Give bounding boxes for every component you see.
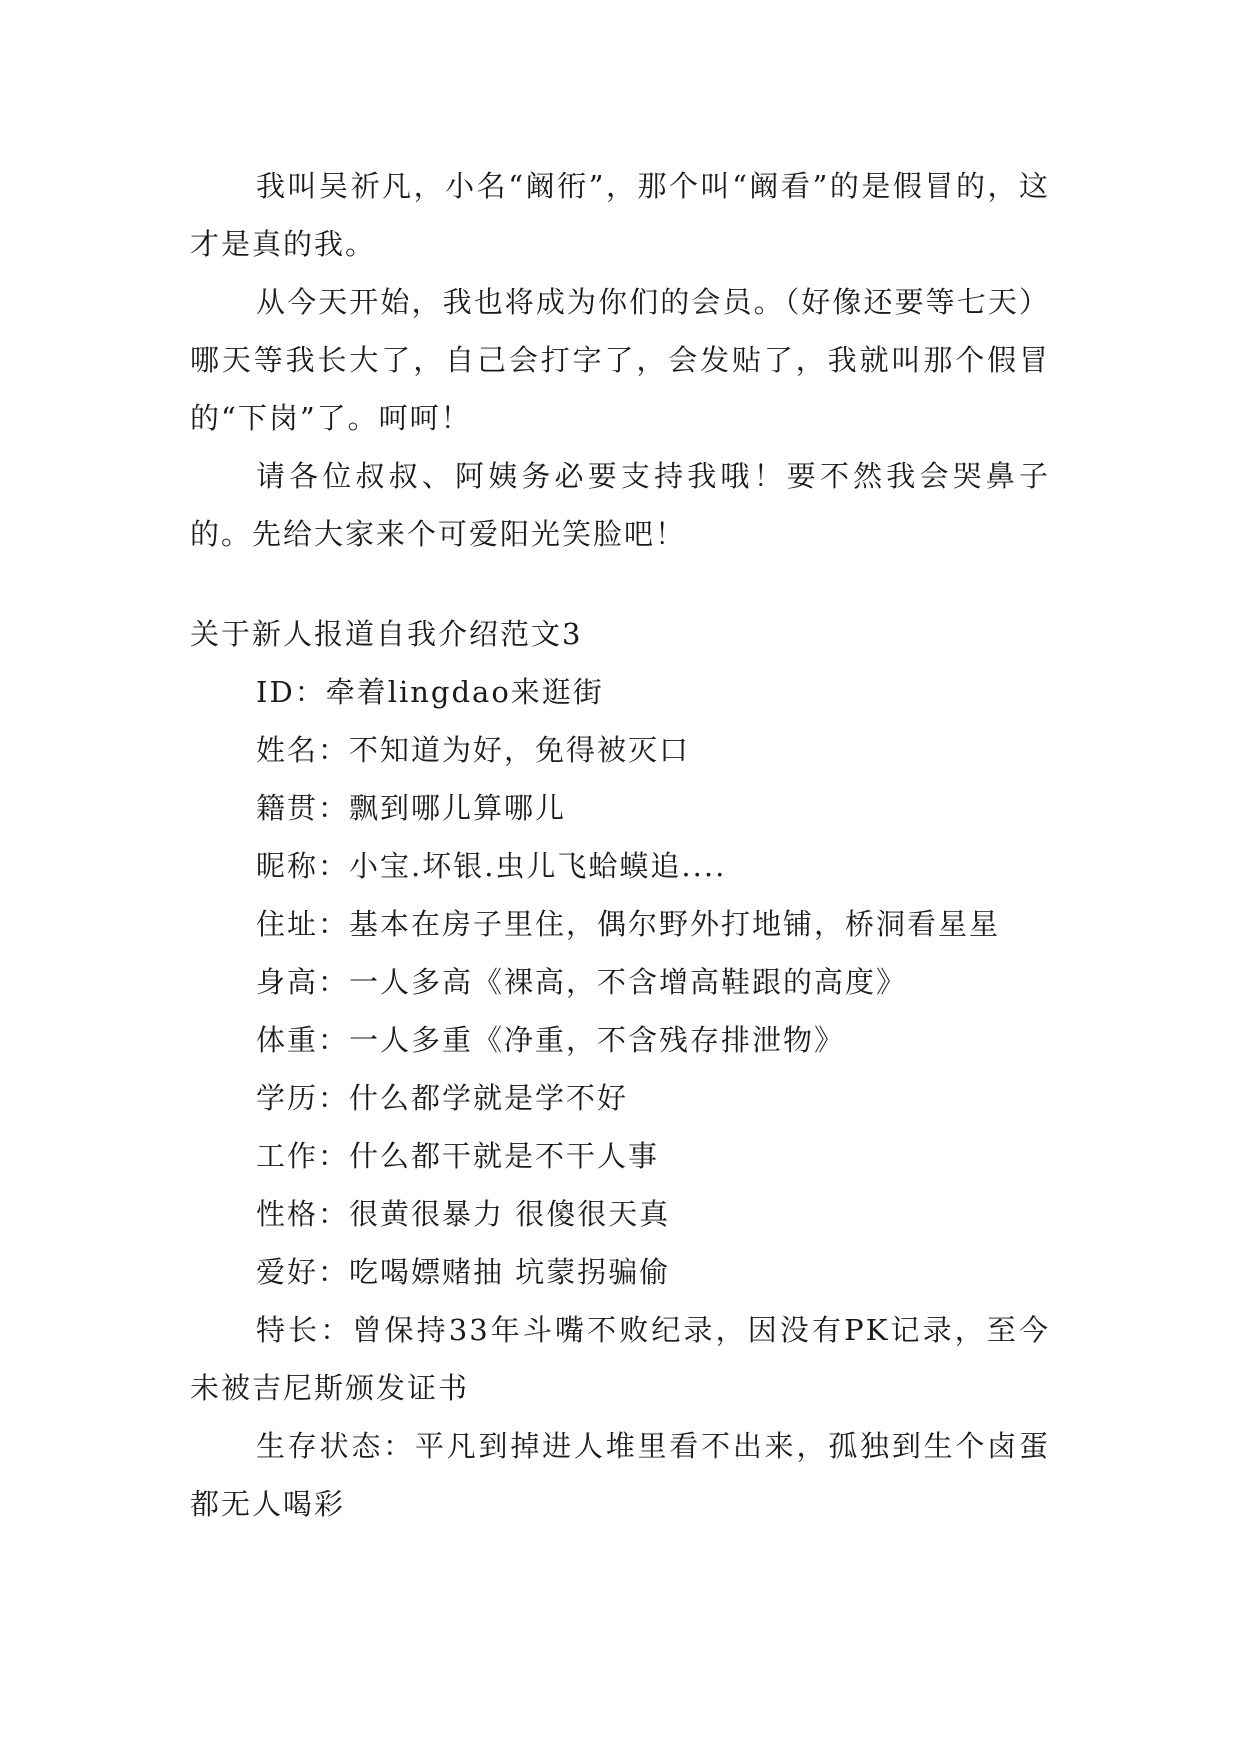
intro-paragraph-3: 请各位叔叔、阿姨务必要支持我哦！要不然我会哭鼻子的。先给大家来个可爱阳光笑脸吧！ [190, 459, 1050, 551]
field-address: 住址：基本在房子里住，偶尔野外打地铺，桥洞看星星 [256, 907, 1001, 941]
field-nickname: 昵称：小宝.坏银.虫儿飞蛤蟆追.... [256, 849, 727, 883]
field-weight: 体重：一人多重《净重，不含残存排泄物》 [256, 1023, 846, 1057]
document-body [190, 157, 1050, 1533]
field-name: 姓名：不知道为好，免得被灭口 [256, 733, 691, 767]
intro-paragraph-1: 我叫吴祈凡，小名“阚衎”，那个叫“阚看”的是假冒的，这才是真的我。 [190, 169, 1050, 261]
section-heading: 关于新人报道自我介绍范文3 [190, 617, 583, 651]
field-status: 生存状态：平凡到掉进人堆里看不出来，孤独到生个卤蛋都无人喝彩 [190, 1429, 1050, 1521]
field-id: ID：牵着lingdao来逛街 [256, 675, 604, 709]
field-hobbies: 爱好：吃喝嫖赌抽 坑蒙拐骗偷 [256, 1255, 671, 1289]
field-work: 工作：什么都干就是不干人事 [256, 1139, 660, 1173]
field-hometown: 籍贯：飘到哪儿算哪儿 [256, 791, 567, 825]
field-specialty: 特长：曾保持33年斗嘴不败纪录，因没有PK记录，至今未被吉尼斯颁发证书 [190, 1313, 1050, 1405]
field-personality: 性格：很黄很暴力 很傻很天真 [256, 1197, 671, 1231]
field-education: 学历：什么都学就是学不好 [256, 1081, 629, 1115]
field-height: 身高：一人多高《裸高，不含增高鞋跟的高度》 [256, 965, 908, 999]
intro-paragraph-2: 从今天开始，我也将成为你们的会员。（好像还要等七天）哪天等我长大了，自己会打字了，会发贴了，我就叫那个假冒的“下岗”了。呵呵！ [190, 285, 1050, 435]
